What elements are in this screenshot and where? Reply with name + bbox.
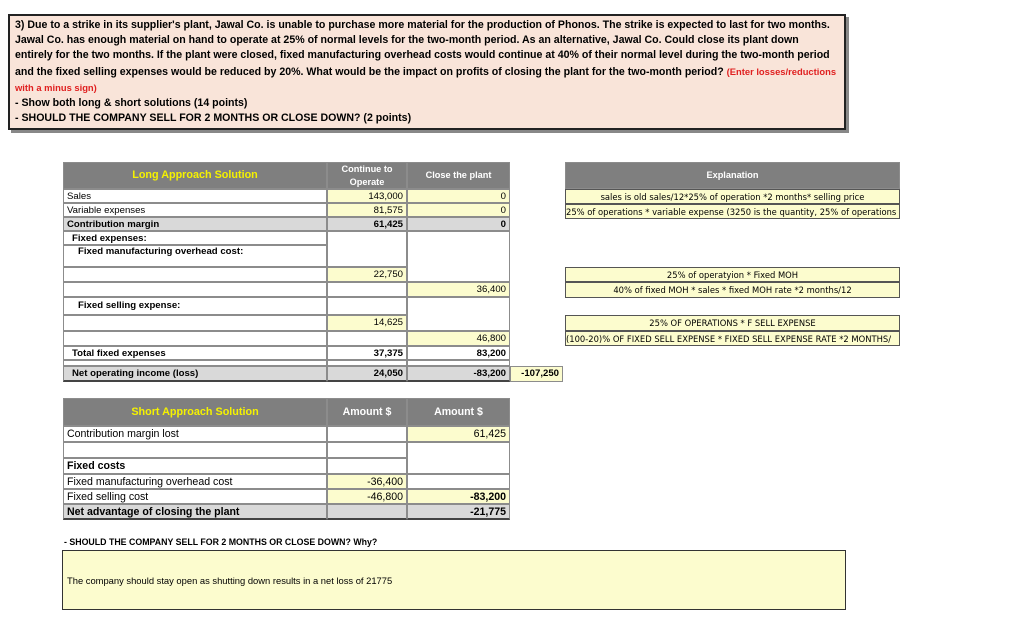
answer-box[interactable] (62, 550, 846, 610)
blank-cell (327, 331, 407, 346)
blank-cell (407, 442, 510, 474)
exp-fmoh-1[interactable]: 25% of operatyion * Fixed MOH (565, 267, 900, 282)
blank-cell (63, 267, 327, 282)
total-fixed-continue: 37,375 (327, 346, 407, 360)
problem-text: 3) Due to a strike in its supplier's plant, Jawal Co. is unable to purchase more material for the production of Phonos. The strike is expected to last for two months. Jawal Co. has enough material on hand to operate at 25% of normal levels for the two-month period. As an alternative, Jawal Co. Could close its plant down entirely for the two months. If the plant were closed, fixed manufacturing overhead costs would continue at 40% of their normal level during the two-month period and the fixed selling expenses would be reduced by 20%. What would be the impact on profits of closing the plant for the two-month period? (15, 19, 830, 78)
row-fixed-label: Fixed expenses: (63, 231, 327, 245)
row-sales-label: Sales (63, 189, 327, 203)
variable-continue[interactable]: 81,575 (327, 203, 407, 217)
blank-cell (407, 297, 510, 331)
noi-difference[interactable]: -107,250 (510, 366, 563, 382)
exp-fsell-1[interactable]: 25% OF OPERATIONS * F SELL EXPENSE (565, 315, 900, 331)
noi-continue: 24,050 (327, 366, 407, 382)
problem-statement (8, 14, 846, 130)
blank-cell (327, 504, 407, 520)
fsell-continue[interactable]: 14,625 (327, 315, 407, 331)
row-noi-label: Net operating income (loss) (63, 366, 327, 382)
short-cm-lost-label: Contribution margin lost (63, 426, 327, 442)
answer-text: The company should stay open as shutting down results in a net loss of 21775 (67, 575, 393, 586)
cm-close: 0 (407, 217, 510, 231)
exp-fsell-2-text: (100-20)% OF FIXED SELL EXPENSE * FIXED SELL EXPENSE RATE *2 MONTHS/ (566, 334, 892, 344)
short-fixed-costs-label: Fixed costs (63, 458, 327, 474)
question-2: - SHOULD THE COMPANY SELL FOR 2 MONTHS OR CLOSE DOWN? Why? (64, 537, 378, 547)
fsell-close[interactable]: 46,800 (407, 331, 510, 346)
fmoh-close[interactable]: 36,400 (407, 282, 510, 297)
problem-line-2: - SHOULD THE COMPANY SELL FOR 2 MONTHS OR CLOSE DOWN? (2 points) (15, 112, 412, 125)
blank-cell (407, 474, 510, 489)
short-fsell-label: Fixed selling cost (63, 489, 327, 504)
total-fixed-close: 83,200 (407, 346, 510, 360)
row-variable-label: Variable expenses (63, 203, 327, 217)
short-col2-header: Amount $ (407, 398, 510, 426)
row-fsell-label: Fixed selling expense: (63, 297, 327, 315)
row-cm-label: Contribution margin (63, 217, 327, 231)
blank-cell (327, 282, 407, 297)
noi-close: -83,200 (407, 366, 510, 382)
short-fmoh-value[interactable]: -36,400 (327, 474, 407, 489)
problem-line-1: - Show both long & short solutions (14 points) (15, 97, 248, 110)
blank-cell (63, 331, 327, 346)
short-cm-lost-value[interactable]: 61,425 (407, 426, 510, 442)
short-fixed-total[interactable]: -83,200 (407, 489, 510, 504)
blank-cell (327, 426, 407, 442)
blank-cell (63, 442, 327, 458)
exp-variable-text: 25% of operations * variable expense (3250 is the quantity, 25% of operations (566, 207, 897, 217)
exp-fmoh-2[interactable]: 40% of fixed MOH * sales * fixed MOH rate *2 months/12 (565, 282, 900, 298)
col-close-header: Close the plant (407, 162, 510, 189)
blank-cell (63, 315, 327, 331)
sales-continue[interactable]: 143,000 (327, 189, 407, 203)
short-title: Short Approach Solution (63, 398, 327, 426)
row-fmoh-label: Fixed manufacturing overhead cost: (63, 245, 327, 267)
short-net-value: -21,775 (407, 504, 510, 520)
short-col1-header: Amount $ (327, 398, 407, 426)
fmoh-continue[interactable]: 22,750 (327, 267, 407, 282)
blank-cell (327, 231, 407, 267)
variable-close[interactable]: 0 (407, 203, 510, 217)
long-title: Long Approach Solution (63, 162, 327, 189)
short-fsell-value[interactable]: -46,800 (327, 489, 407, 504)
exp-sales[interactable]: sales is old sales/12*25% of operation *2 months* selling price (565, 189, 900, 204)
problem-note: (Enter losses/reductions with a minus sign) (15, 65, 837, 93)
short-net-label: Net advantage of closing the plant (63, 504, 327, 520)
short-fmoh-label: Fixed manufacturing overhead cost (63, 474, 327, 489)
explanation-title: Explanation (565, 162, 900, 189)
exp-variable[interactable] (565, 204, 900, 219)
sales-close[interactable]: 0 (407, 189, 510, 203)
blank-cell (407, 231, 510, 282)
blank-cell (327, 442, 407, 458)
exp-fsell-2[interactable] (565, 331, 900, 346)
row-total-fixed-label: Total fixed expenses (63, 346, 327, 360)
blank-cell (327, 297, 407, 315)
cm-continue: 61,425 (327, 217, 407, 231)
blank-cell (63, 282, 327, 297)
blank-cell (327, 458, 407, 474)
col-continue-header: Continue to Operate (327, 162, 407, 189)
